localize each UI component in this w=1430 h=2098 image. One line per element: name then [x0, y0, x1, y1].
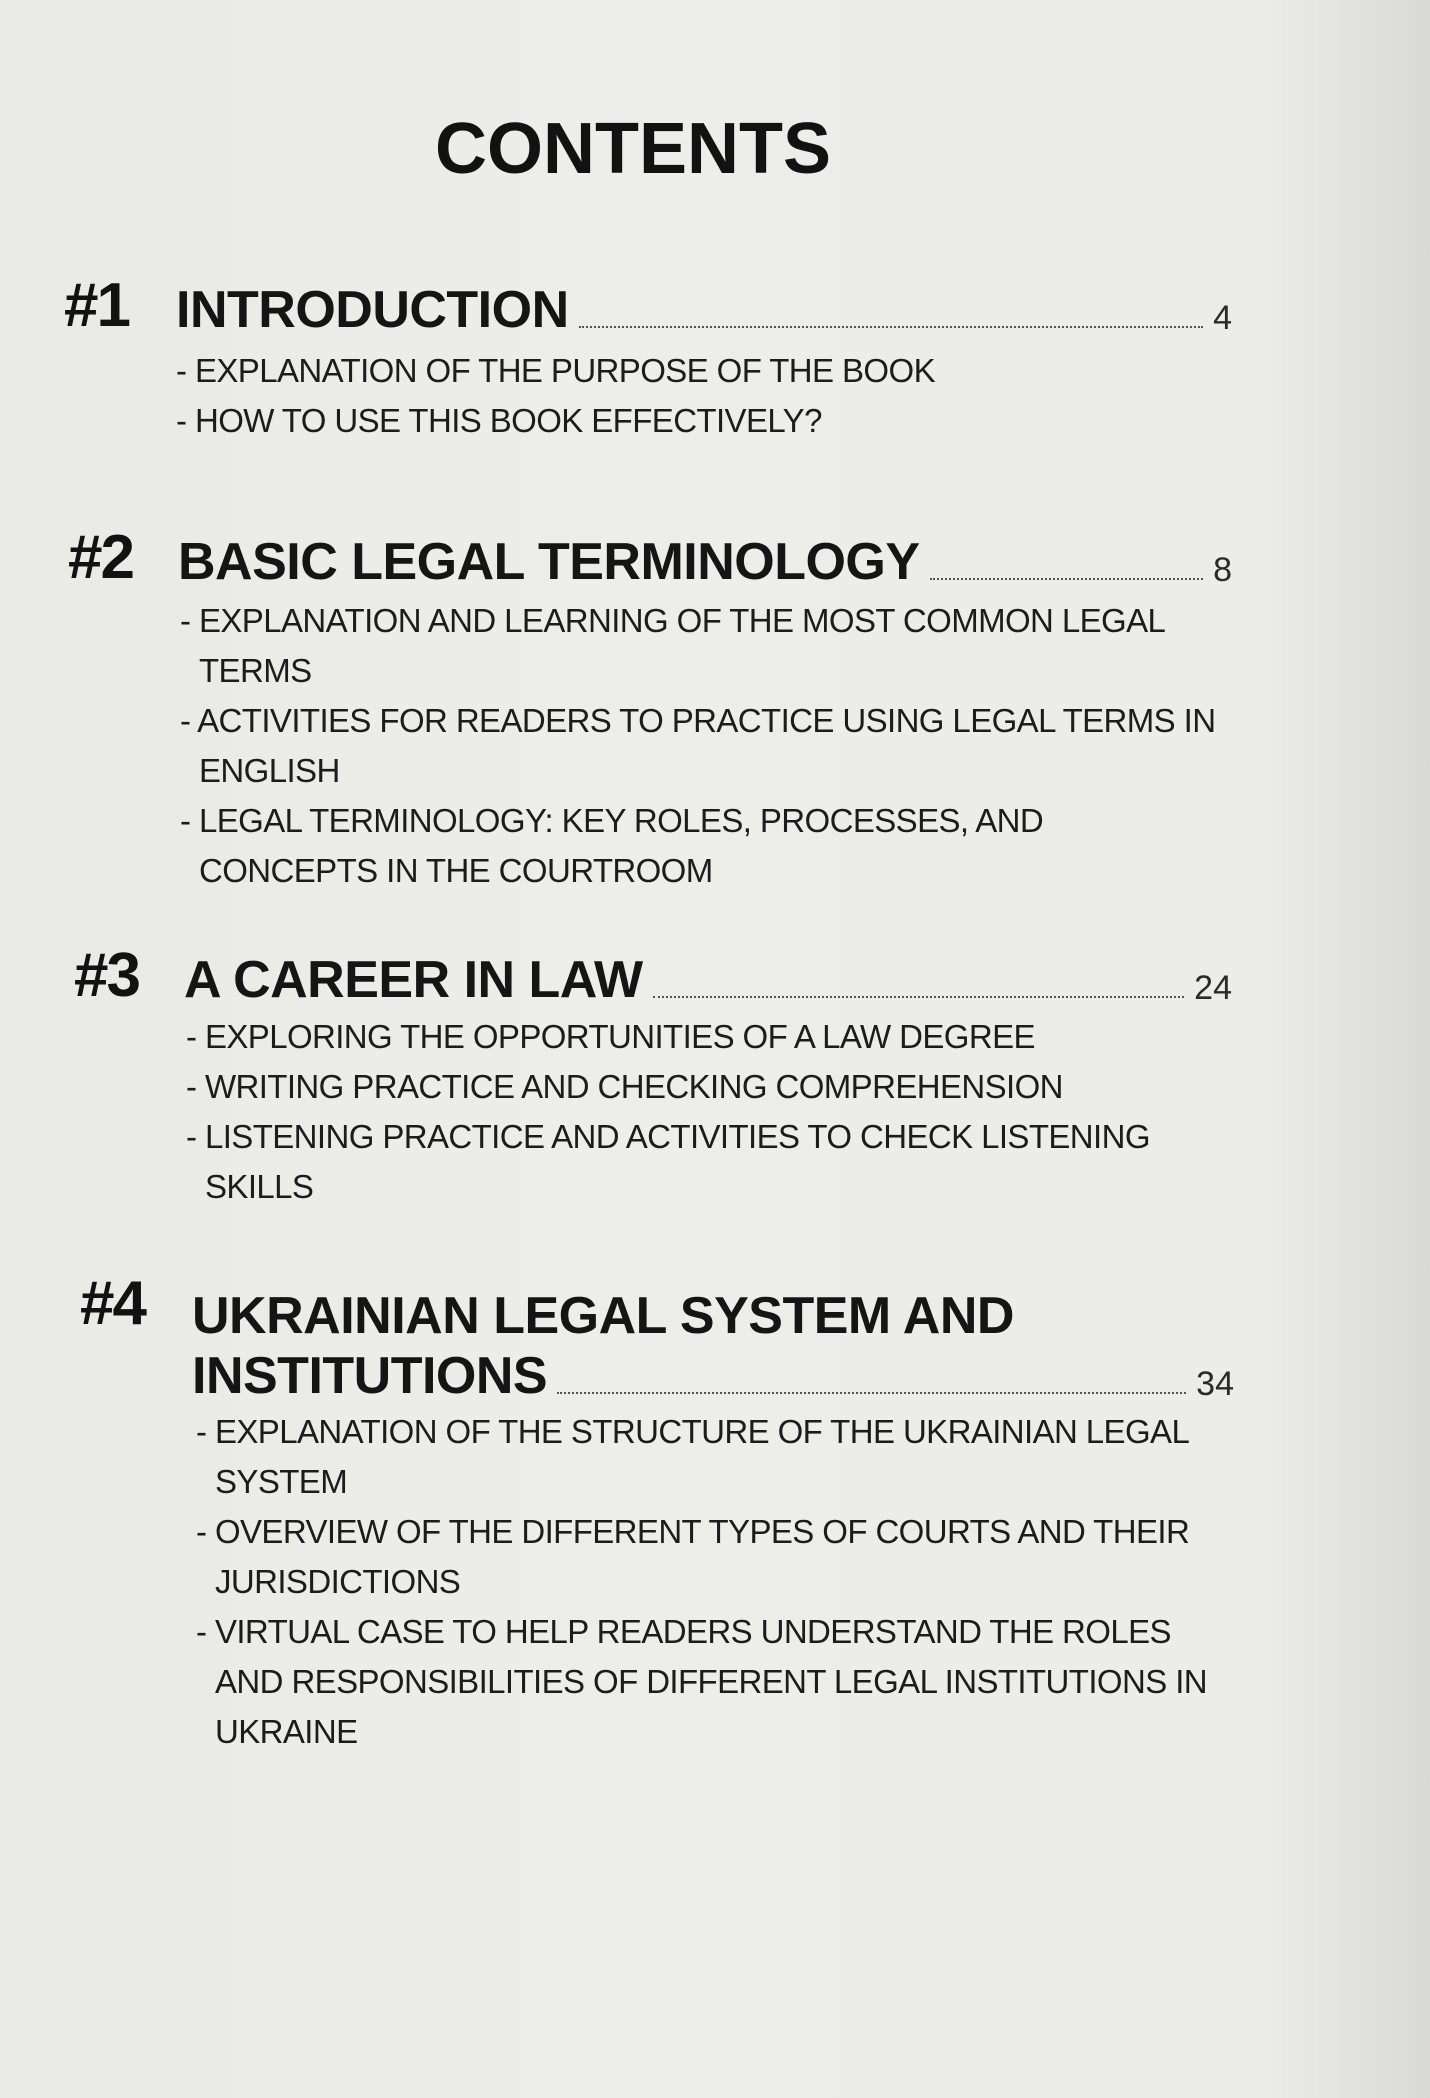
toc-entry-introduction[interactable]: [176, 280, 1232, 340]
list-item: - OVERVIEW OF THE DIFFERENT TYPES OF COURTS AND THEIR JURISDICTIONS: [196, 1513, 1190, 1600]
list-item: - ACTIVITIES FOR READERS TO PRACTICE USING LEGAL TERMS IN ENGLISH: [180, 702, 1216, 789]
list-item: - EXPLANATION OF THE STRUCTURE OF THE UKRAINIAN LEGAL SYSTEM: [196, 1413, 1188, 1500]
list-item: - EXPLORING THE OPPORTUNITIES OF A LAW DEGREE: [186, 1018, 1035, 1055]
page-title: CONTENTS: [435, 109, 831, 189]
list-item: - HOW TO USE THIS BOOK EFFECTIVELY?: [176, 402, 822, 439]
list-item: - EXPLANATION AND LEARNING OF THE MOST COMMON LEGAL TERMS: [180, 602, 1165, 689]
toc-entry-career-in-law[interactable]: [184, 950, 1232, 1010]
section-heading: BASIC LEGAL TERMINOLOGY: [178, 533, 920, 591]
section-number: #4: [80, 1269, 145, 1338]
toc-entry-basic-legal-terminology[interactable]: [178, 532, 1232, 592]
dot-leader: [653, 996, 1185, 998]
section-number: #1: [64, 271, 129, 340]
dot-leader: [557, 1392, 1186, 1394]
section-number: #2: [68, 523, 133, 592]
page-number: 4: [1213, 299, 1232, 337]
toc-entry-ukrainian-legal-system[interactable]: [192, 1346, 1234, 1406]
dot-leader: [930, 578, 1204, 580]
dot-leader: [579, 326, 1203, 328]
section-heading-line-2: INSTITUTIONS: [192, 1347, 548, 1405]
section-items: [186, 1012, 1226, 1212]
page-number: 34: [1196, 1365, 1234, 1403]
section-items: [176, 346, 1206, 446]
page-number: 8: [1213, 551, 1232, 589]
section-items: [196, 1407, 1236, 1757]
section-heading-line-1: UKRAINIAN LEGAL SYSTEM AND: [192, 1287, 1014, 1345]
section-items: [180, 596, 1220, 896]
page-number: 24: [1194, 969, 1232, 1007]
section-number: #3: [74, 941, 139, 1010]
list-item: - VIRTUAL CASE TO HELP READERS UNDERSTAND THE ROLES AND RESPONSIBILITIES OF DIFFERENT LEGAL INSTITUTIONS IN UKRAINE: [196, 1613, 1207, 1750]
section-heading: A CAREER IN LAW: [184, 951, 643, 1009]
list-item: - EXPLANATION OF THE PURPOSE OF THE BOOK: [176, 352, 935, 389]
list-item: - LISTENING PRACTICE AND ACTIVITIES TO CHECK LISTENING SKILLS: [186, 1118, 1150, 1205]
list-item: - LEGAL TERMINOLOGY: KEY ROLES, PROCESSES, AND CONCEPTS IN THE COURTROOM: [180, 802, 1044, 889]
section-heading: INTRODUCTION: [176, 281, 569, 339]
list-item: - WRITING PRACTICE AND CHECKING COMPREHENSION: [186, 1068, 1063, 1105]
